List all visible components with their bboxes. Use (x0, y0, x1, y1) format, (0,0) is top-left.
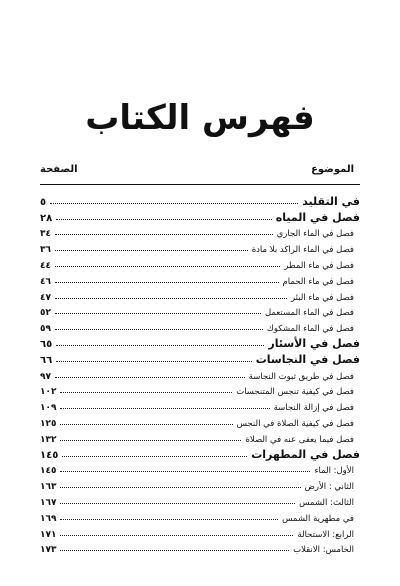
toc-entry[interactable] (40, 492, 360, 508)
entry-title: الثالث: الشمس (299, 497, 354, 508)
toc-list (40, 192, 360, 555)
entry-title: في التقليد (302, 194, 360, 208)
entry-page: ٣٤ (40, 229, 51, 240)
dot-leader (55, 250, 248, 251)
entry-title: فصل في المياه (275, 210, 360, 224)
dot-leader (60, 550, 289, 551)
toc-entry[interactable] (40, 303, 360, 319)
entry-title: فصل في كيفية الصلاة في النجس (236, 418, 354, 429)
entry-title: الأول: الماء (314, 466, 354, 477)
dot-leader (60, 487, 300, 488)
toc-entry[interactable] (40, 239, 360, 255)
dot-leader (60, 471, 310, 472)
entry-page: ٥٩ (40, 324, 51, 335)
entry-page: ١٤٥ (40, 466, 57, 477)
toc-entry[interactable] (40, 255, 360, 271)
dot-leader (55, 266, 280, 267)
entry-page: ٦٥ (40, 338, 53, 350)
entry-page: ٩٧ (40, 371, 51, 382)
toc-entry[interactable] (40, 413, 360, 429)
dot-leader (60, 440, 241, 441)
entry-title: فصل في الماء الراكد بلا مادة (251, 245, 354, 256)
entry-title: فصل في ماء الحمام (282, 276, 354, 287)
entry-title: فصل في الماء المشكوك (266, 324, 354, 335)
toc-entry[interactable] (40, 271, 360, 287)
entry-title: الثاني : الأرض (304, 482, 354, 493)
toc-entry[interactable] (40, 318, 360, 334)
toc-entry[interactable] (40, 476, 360, 492)
page-title: فهرس الكتاب (85, 98, 315, 138)
topic-column-header: الموضوع (311, 164, 354, 175)
entry-title: فصل في الماء المستعمل (264, 308, 354, 319)
dot-leader (60, 503, 295, 504)
dot-leader (60, 535, 293, 536)
dot-leader (60, 408, 269, 409)
toc-entry[interactable] (40, 208, 360, 224)
dot-leader (60, 392, 232, 393)
entry-page: ٥ (40, 196, 47, 208)
entry-title: في مطهرية الشمس (282, 513, 354, 524)
entry-page: ٤٧ (40, 292, 51, 303)
toc-header (40, 164, 360, 182)
entry-title: الخامس: الانقلاب (293, 545, 354, 556)
entry-title: فصل في إزالة النجاسة (273, 403, 354, 414)
entry-title: فصل في المطهرات (251, 447, 360, 461)
entry-title: فصل في الأسئار (268, 336, 360, 350)
dot-leader (56, 361, 251, 362)
entry-title: فصل في ماء المطر (284, 260, 354, 271)
entry-title: فصل في النجاسات (255, 352, 360, 366)
entry-page: ١٧٣ (40, 545, 57, 556)
entry-title: فصل في الماء الجاري (276, 229, 354, 240)
entry-page: ١٧١ (40, 529, 57, 540)
dot-leader (62, 456, 247, 457)
entry-title: فصل في ماء البئر (290, 292, 354, 303)
dot-leader (56, 219, 272, 220)
toc-entry[interactable] (40, 445, 360, 461)
toc-entry[interactable] (40, 540, 360, 556)
entry-page: ١٣٢ (40, 434, 57, 445)
entry-page: ٣٦ (40, 245, 51, 256)
dot-leader (55, 329, 263, 330)
dot-leader (55, 313, 261, 314)
entry-title: فصل في كيفية تنجس المتنجسات (236, 387, 354, 398)
toc-entry[interactable] (40, 461, 360, 477)
dot-leader (55, 234, 273, 235)
entry-page: ٦٦ (40, 354, 53, 366)
dot-leader (50, 203, 298, 204)
toc-entry[interactable] (40, 287, 360, 303)
entry-page: ٤٤ (40, 260, 51, 271)
entry-page: ١٠٢ (40, 387, 57, 398)
toc-entry[interactable] (40, 350, 360, 366)
toc-entry[interactable] (40, 524, 360, 540)
toc-entry[interactable] (40, 429, 360, 445)
entry-page: ١٦٧ (40, 497, 57, 508)
dot-leader (56, 345, 264, 346)
entry-page: ٢٨ (40, 212, 53, 224)
dot-leader (55, 377, 245, 378)
toc-entry[interactable] (40, 382, 360, 398)
toc-entry[interactable] (40, 397, 360, 413)
entry-page: ٥٢ (40, 308, 51, 319)
dot-leader (60, 519, 278, 520)
entry-page: ١٦٩ (40, 513, 57, 524)
toc-entry[interactable] (40, 334, 360, 350)
entry-page: ١٤٥ (40, 449, 59, 461)
entry-page: ١٠٩ (40, 403, 57, 414)
toc-entry[interactable] (40, 192, 360, 208)
header-divider (40, 184, 360, 185)
entry-page: ٤٦ (40, 276, 51, 287)
dot-leader (55, 282, 279, 283)
toc-entry[interactable] (40, 508, 360, 524)
toc-entry[interactable] (40, 366, 360, 382)
dot-leader (60, 424, 232, 425)
toc-entry[interactable] (40, 224, 360, 240)
entry-page: ١٦٣ (40, 482, 57, 493)
entry-page: ١٢٥ (40, 418, 57, 429)
page-column-header: الصفحة (40, 164, 78, 175)
entry-title: الرابع: الاستحالة (297, 529, 354, 540)
dot-leader (55, 298, 287, 299)
entry-title: فصل فيما يعفى عنه في الصلاة (245, 434, 354, 445)
entry-title: فصل في طريق ثبوت النجاسة (248, 371, 354, 382)
